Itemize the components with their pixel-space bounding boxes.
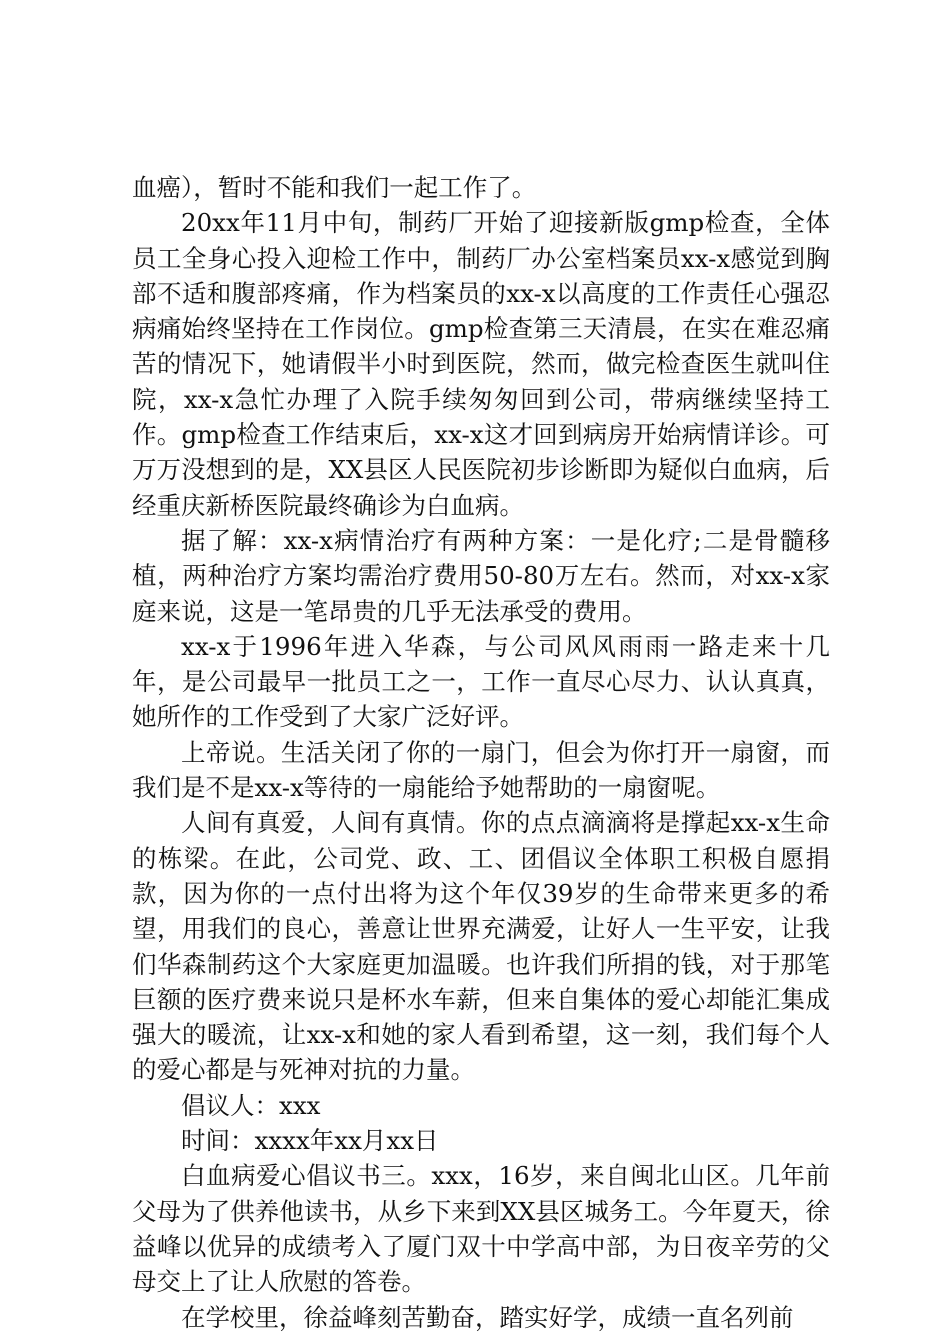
paragraph-initiator: 倡议人：xxx — [181, 1090, 321, 1120]
paragraph-continuation: 血癌），暂时不能和我们一起工作了。 — [132, 173, 537, 202]
paragraph-school: 在学校里，徐益峰刻苦勤奋，踏实好学，成绩一直名列前 — [181, 1302, 794, 1332]
paragraph-date: 时间：xxxx年xx月xx日 — [181, 1126, 439, 1156]
paragraph-employee-history: xx-x于1996年进入华森，与公司风风雨雨一路走来十几年，是公司最早一批员工之一，工作一直尽心尽力、认认真真，她所作的工作受到了大家广泛好评。 — [132, 631, 830, 732]
paragraph-donation-appeal: 人间有真爱，人间有真情。你的点点滴滴将是撑起xx-x生命的栋梁。在此，公司党、政、工、团倡议全体职工积极自愿捐款，因为你的一点付出将为这个年仅39岁的生命带来更多的希望，用我们的良心，善意让世界充满爱，让好人一生平安，让我们华森制药这个大家庭更加温暖。也许我们所捐的钱，对于那笔巨额的医疗费来说只是杯水车薪，但来自集体的爱心却能汇集成强大的暖流，让xx-x和她的家人看到希望，这一刻，我们每个人的爱心都是与死神对抗的力量。 — [132, 808, 830, 1085]
paragraph-window-quote: 上帝说。生活关闭了你的一扇门，但会为你打开一扇窗，而我们是不是xx-x等待的一扇能给予她帮助的一扇窗呢。 — [132, 737, 830, 803]
paragraph-gmp-inspection: 20xx年11月中旬，制药厂开始了迎接新版gmp检查，全体员工全身心投入迎检工作中，制药厂办公室档案员xx-x感觉到胸部不适和腹部疼痛，作为档案员的xx-x以高度的工作责任心强忍病痛始终坚持在工作岗位。gmp检查第三天清晨，在实在难忍痛苦的情况下，她请假半小时到医院，然而，做完检查医生就叫住院，xx-x急忙办理了入院手续匆匆回到公司，带病继续坚持工作。gmp检查工作结束后，xx-x这才回到病房开始病情详诊。可万万没想到的是，XX县区人民医院初步诊断即为疑似白血病，后经重庆新桥医院最终确诊为白血病。 — [132, 208, 830, 520]
paragraph-treatment-plan: 据了解：xx-x病情治疗有两种方案：一是化疗;二是骨髓移植，两种治疗方案均需治疗费用50-80万左右。然而，对xx-x家庭来说，这是一笔昂贵的几乎无法承受的费用。 — [132, 525, 830, 626]
paragraph-third-letter: 白血病爱心倡议书三。xxx，16岁，来自闽北山区。几年前父母为了供养他读书，从乡下来到XX县区城务工。今年夏天，徐益峰以优异的成绩考入了厦门双十中学高中部，为日夜辛劳的父母交上了让人欣慰的答卷。 — [132, 1161, 830, 1297]
document-body — [132, 170, 830, 1335]
